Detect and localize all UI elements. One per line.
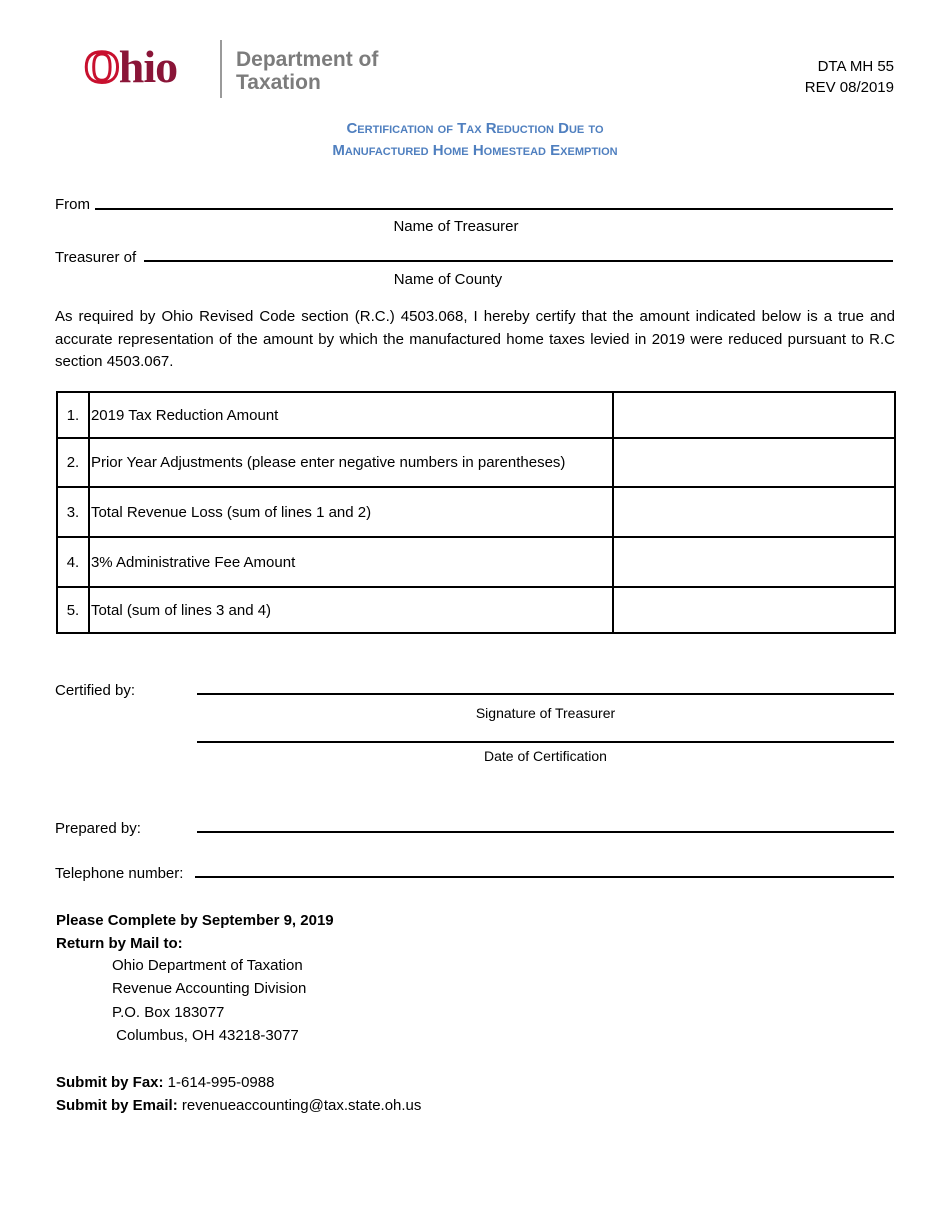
line-number: 2. [57, 438, 89, 487]
from-field-line[interactable] [95, 208, 893, 210]
line-amount-cell[interactable] [613, 537, 895, 587]
line-label: Total (sum of lines 3 and 4) [89, 587, 613, 633]
telephone-number-label: Telephone number: [55, 865, 184, 882]
form-revision: REV 08/2019 [804, 79, 894, 96]
line-number: 3. [57, 487, 89, 537]
ohio-department-of-taxation-logo [84, 38, 404, 100]
address-line: P.O. Box 183077 [112, 1003, 225, 1021]
telephone-number-line[interactable] [195, 876, 894, 878]
signature-line[interactable] [197, 693, 894, 695]
line-label: Prior Year Adjustments (please enter negative numbers in parentheses) [89, 438, 613, 487]
line-amount-cell[interactable] [613, 392, 895, 438]
email-label: Submit by Email: [56, 1097, 178, 1114]
prepared-by-line[interactable] [197, 831, 894, 833]
logo-department-text: Department of Taxation [236, 48, 379, 94]
prepared-by-label: Prepared by: [55, 820, 141, 837]
fax-info [56, 1071, 274, 1094]
signature-of-treasurer-caption: Signature of Treasurer [475, 705, 616, 721]
form-identifier [805, 56, 894, 98]
logo-divider [220, 40, 222, 98]
date-of-certification-caption: Date of Certification [484, 748, 607, 764]
form-number: DTA MH 55 [817, 58, 894, 75]
treasurer-of-label: Treasurer of [55, 249, 137, 266]
mailing-address [112, 954, 306, 1047]
form-title: Certification of Tax Reduction Due to Manufactured Home Homestead Exemption [332, 120, 618, 159]
ohio-wordmark: Ohio [84, 41, 178, 92]
fax-number: 1-614-995-0988 [163, 1074, 275, 1091]
line-label: 3% Administrative Fee Amount [89, 537, 613, 587]
name-of-county-caption: Name of County [393, 271, 503, 288]
table-row [57, 392, 895, 438]
email-info [56, 1094, 421, 1117]
from-label: From [55, 196, 90, 213]
table-row [57, 438, 895, 487]
table-row [57, 487, 895, 537]
date-of-certification-line[interactable] [197, 741, 894, 743]
certified-by-label: Certified by: [55, 682, 136, 699]
address-line: Ohio Department of Taxation [112, 957, 303, 974]
line-amount-cell[interactable] [613, 487, 895, 537]
address-line: Revenue Accounting Division [112, 980, 307, 998]
certification-statement: As required by Ohio Revised Code section (R.C.) 4503.068, I hereby certify that the amount indicated below is a true and accurate representation of the amount by which the manufactured home taxes levied in 2019 were reduced pursuant to R.C section 4503.067. [55, 308, 895, 370]
email-address: revenueaccounting@tax.state.oh.us [177, 1097, 422, 1114]
table-row [57, 537, 895, 587]
line-number: 1. [57, 392, 89, 438]
line-label: 2019 Tax Reduction Amount [89, 392, 613, 438]
line-number: 5. [57, 587, 89, 633]
table-row [57, 587, 895, 633]
return-by-mail-label: Return by Mail to: [56, 935, 183, 952]
fax-label: Submit by Fax: [56, 1074, 164, 1091]
line-amount-cell[interactable] [613, 587, 895, 633]
treasurer-of-field-line[interactable] [144, 260, 893, 262]
line-amount-cell[interactable] [613, 438, 895, 487]
name-of-treasurer-caption: Name of Treasurer [393, 218, 519, 235]
tax-reduction-table [56, 391, 896, 634]
deadline-text: Please Complete by September 9, 2019 [56, 912, 334, 929]
address-line: Columbus, OH 43218-3077 [112, 1026, 299, 1044]
line-number: 4. [57, 537, 89, 587]
line-label: Total Revenue Loss (sum of lines 1 and 2) [89, 487, 613, 537]
